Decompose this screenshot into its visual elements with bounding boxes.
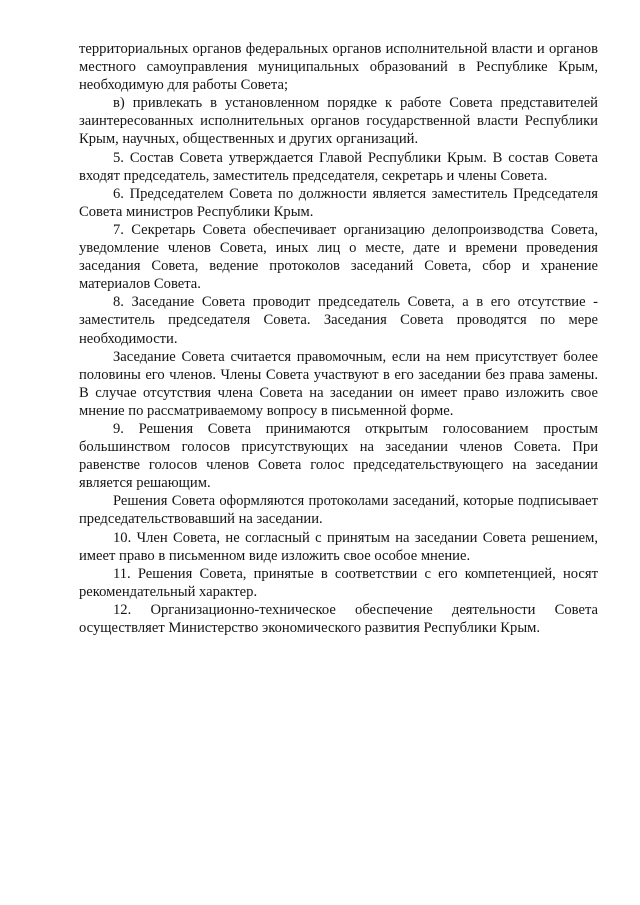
paragraph-5: 5. Состав Совета утверждается Главой Республики Крым. В состав Совета входят председатель, заместитель председателя, секретарь и члены Совета.	[79, 149, 598, 184]
paragraph-continuation: территориальных органов федеральных органов исполнительной власти и органов местного самоуправления муниципальных образований в Республике Крым, необходимую для работы Совета;	[79, 41, 598, 94]
paragraph-12: 12. Организационно-техническое обеспечение деятельности Совета осуществляет Министерство экономического развития Республики Крым.	[79, 601, 598, 636]
paragraph-6: 6. Председателем Совета по должности является заместитель Председателя Совета министров Республики Крым.	[79, 185, 598, 220]
paragraph-item-v: в) привлекать в установленном порядке к работе Совета представителей заинтересованных исполнительных органов государственной власти Республики Крым, научных, общественных и других организаций.	[79, 95, 598, 148]
paragraph-9-protocols: Решения Совета оформляются протоколами заседаний, которые подписывает председательствовавший на заседании.	[79, 493, 598, 528]
paragraph-7: 7. Секретарь Совета обеспечивает организацию делопроизводства Совета, уведомление членов Совета, иных лиц о месте, дате и времени проведения заседания Совета, ведение протоколов заседаний Совета, сбор и хранение материалов Совета.	[79, 221, 598, 293]
paragraph-11: 11. Решения Совета, принятые в соответствии с его компетенцией, носят рекомендательный характер.	[79, 565, 598, 600]
paragraph-10: 10. Член Совета, не согласный с принятым на заседании Совета решением, имеет право в письменном виде изложить свое особое мнение.	[79, 529, 598, 564]
paragraph-8-quorum: Заседание Совета считается правомочным, если на нем присутствует более половины его членов. Члены Совета участвуют в его заседании без права замены. В случае отсутствия члена Совета на заседании он имеет право изложить свое мнение по рассматриваемому вопросу в письменной форме.	[79, 348, 598, 419]
paragraph-9: 9. Решения Совета принимаются открытым голосованием простым большинством голосов присутствующих на заседании членов Совета. При равенстве голосов членов Совета голос председательствующего на заседании является решающим.	[79, 420, 598, 492]
paragraph-8: 8. Заседание Совета проводит председатель Совета, а в его отсутствие - заместитель председателя Совета. Заседания Совета проводятся по мере необходимости.	[79, 294, 598, 347]
document-page	[79, 40, 598, 637]
